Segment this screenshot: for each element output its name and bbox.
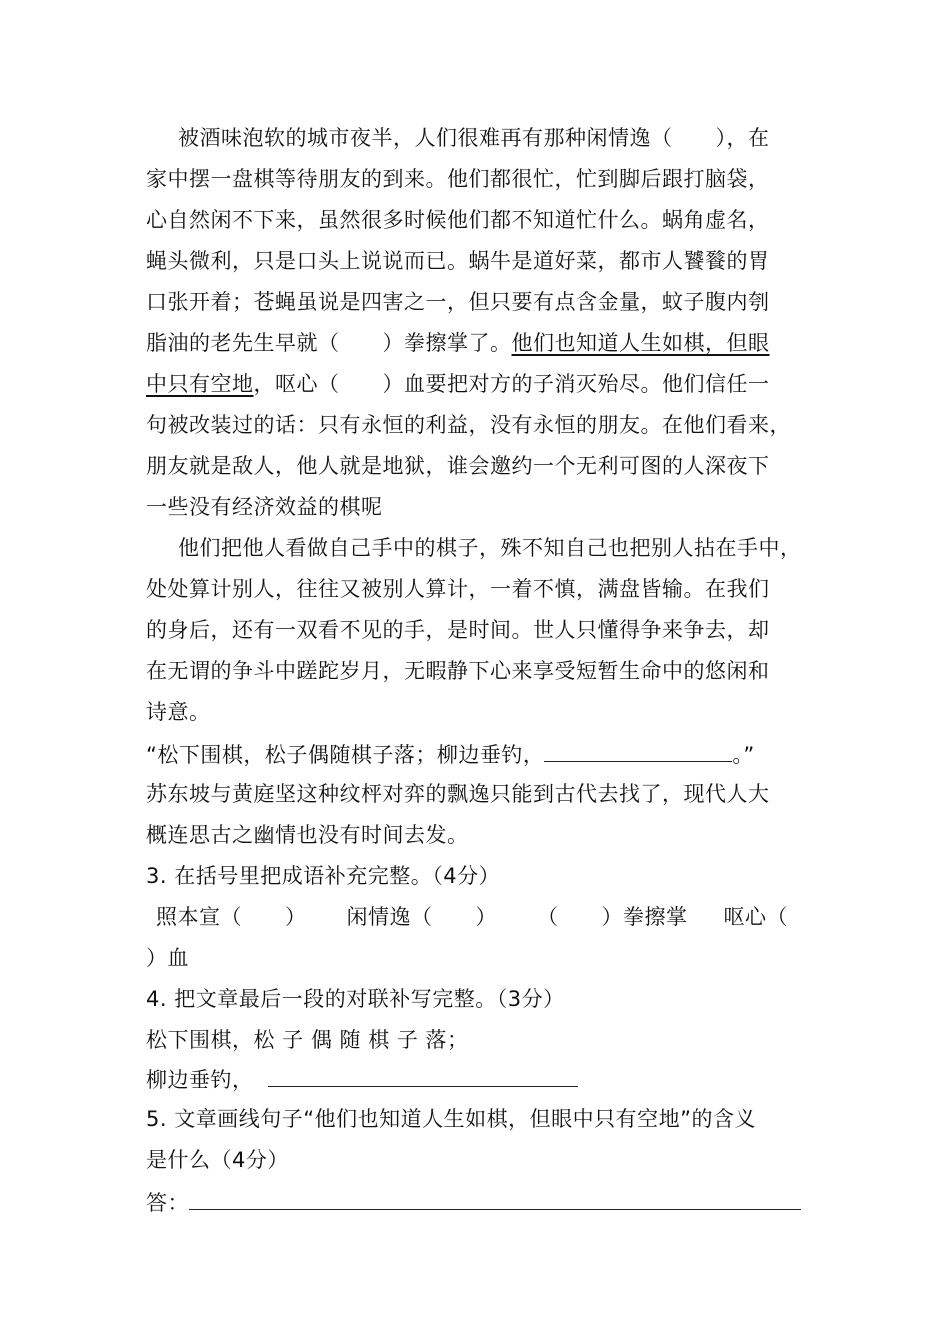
answer-blank[interactable] (189, 1187, 801, 1210)
passage-line: 心自然闲不下来，虽然很多时候他们都不知道忙什么。蜗角虚名， (146, 208, 770, 232)
passage-line: 句被改装过的话：只有永恒的利益，没有永恒的朋友。在他们看来， (146, 413, 791, 437)
passage-line (146, 370, 770, 398)
passage-line: 苏东坡与黄庭坚这种纹枰对弈的飘逸只能到古代去找了，现代人大 (146, 782, 770, 806)
underlined-sentence: 他们也知道人生如棋，但眼 (511, 331, 770, 355)
question-4-title: 4. 把文章最后一段的对联补写完整。（3分） (146, 987, 565, 1011)
fill-blank[interactable] (544, 739, 732, 762)
question-3-items (156, 903, 788, 931)
passage-line: 朋友就是敌人，他人就是地狱，谁会邀约一个无利可图的人深夜下 (146, 454, 770, 478)
idiom-item-wrap: ）血 (146, 946, 189, 970)
passage-text: 脂油的老先生早就（ ）拳擦掌了。 (146, 331, 512, 355)
passage-line: 一些没有经济效益的棋呢 (146, 495, 383, 519)
passage-line: 口张开着；苍蝇虽说是四害之一，但只要有点含金量，蚊子腹内刳 (146, 290, 770, 314)
question-5-title-cont: 是什么（4分） (146, 1148, 289, 1172)
passage-line: 他们把他人看做自己手中的棋子，殊不知自己也把别人拈在手中， (178, 536, 802, 560)
passage-line: 蝇头微利，只是口头上说说而已。蜗牛是道好菜，都市人饕餮的胃 (146, 249, 770, 273)
idiom-item: 呕心（ (723, 905, 788, 929)
passage-text: “松下围棋，松子偶随棋子落；柳边垂钓， (146, 743, 545, 767)
couplet-line-1: 松下围棋，松 子 偶 随 棋 子 落； (146, 1028, 469, 1052)
question-5-title: 5. 文章画线句子“他们也知道人生如棋，但眼中只有空地”的含义 (146, 1107, 756, 1131)
passage-line: 诗意。 (146, 700, 211, 724)
answer-line (146, 1187, 801, 1217)
passage-line: 被酒味泡软的城市夜半，人们很难再有那种闲情逸（ ），在 (178, 126, 770, 150)
question-3-title: 3. 在括号里把成语补充完整。（4分） (146, 864, 501, 888)
passage-text: 。” (732, 743, 755, 767)
couplet-line-2 (146, 1064, 578, 1094)
idiom-item: 闲情逸（ ） (346, 905, 497, 929)
couplet-answer-blank[interactable] (268, 1064, 578, 1087)
idiom-item: （ ）拳擦掌 (537, 905, 688, 929)
underlined-sentence: 中只有空地 (146, 372, 254, 396)
passage-line: 处处算计别人，往往又被别人算计，一着不慎，满盘皆输。在我们 (146, 577, 770, 601)
answer-label: 答： (146, 1191, 189, 1215)
passage-line: 在无谓的争斗中蹉跎岁月，无暇静下心来享受短暂生命中的悠闲和 (146, 659, 770, 683)
passage-line: 概连思古之幽情也没有时间去发。 (146, 823, 469, 847)
couplet-text: 柳边垂钓， (146, 1068, 254, 1092)
passage-line (146, 329, 770, 357)
passage-line: 家中摆一盘棋等待朋友的到来。他们都很忙，忙到脚后跟打脑袋， (146, 167, 770, 191)
idiom-item: 照本宣（ ） (156, 905, 307, 929)
passage-text: ，呕心（ ）血要把对方的子消灭殆尽。他们信任一 (253, 372, 770, 396)
passage-line (146, 739, 755, 769)
passage-line: 的身后，还有一双看不见的手，是时间。世人只懂得争来争去，却 (146, 618, 770, 642)
